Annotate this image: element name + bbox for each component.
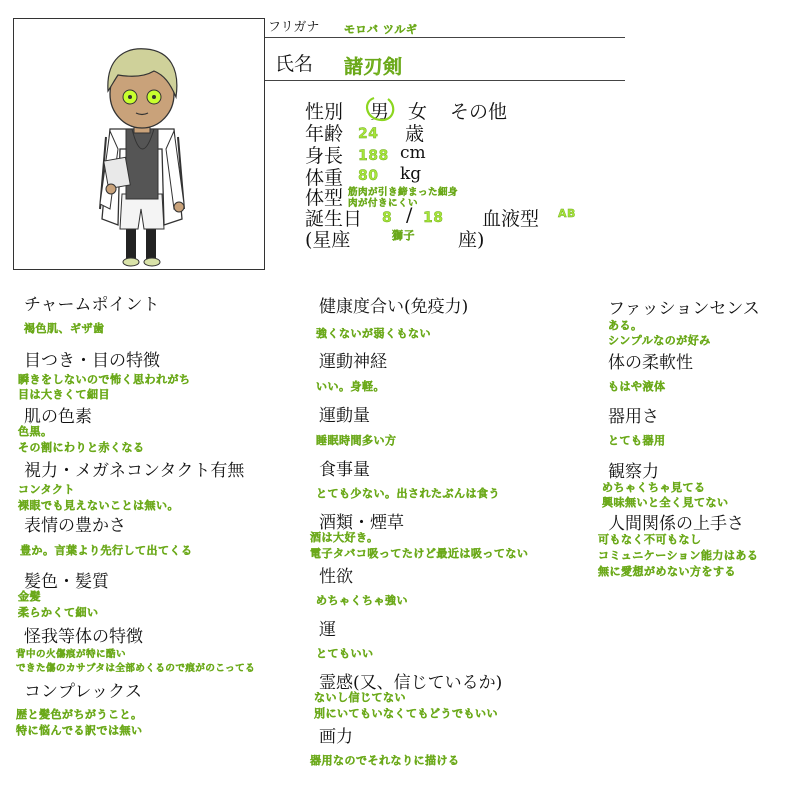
- skin-pigment-value-1: 色黒。: [18, 425, 53, 438]
- skin-pigment-label: 肌の色素: [24, 407, 92, 427]
- luck-label: 運: [319, 620, 336, 640]
- fashion-label: ファッションセンス: [608, 299, 760, 319]
- spiritual-value-2: 別にいてもいなくてもどうでもいい: [314, 707, 498, 720]
- libido-value: めちゃくちゃ強い: [316, 594, 408, 607]
- height-value: 188: [358, 148, 389, 164]
- portrait-frame: [13, 18, 265, 270]
- hair-value-1: 金髪: [18, 590, 41, 603]
- fashion-value-1: ある。: [608, 319, 643, 332]
- exercise-value: 睡眠時間多い方: [316, 434, 397, 447]
- expression-value: 豊か。言葉より先行して出てくる: [20, 544, 193, 557]
- charm-point-value: 褐色肌、ギザ歯: [24, 322, 105, 335]
- spiritual-value-1: ないし信じてない: [314, 691, 406, 704]
- fashion-value-2: シンプルなのが好み: [608, 334, 711, 347]
- name-value: 諸刃剣: [344, 56, 403, 78]
- zodiac-close: 座): [458, 229, 485, 251]
- name-rule: [265, 80, 625, 81]
- gender-option-other: その他: [450, 101, 508, 123]
- relationships-value-2: コミュニケーション能力はある: [598, 549, 759, 562]
- complex-label: コンプレックス: [24, 682, 142, 702]
- alcohol-tobacco-value-1: 酒は大好き。: [310, 531, 379, 544]
- hair-value-2: 柔らかくて細い: [18, 606, 99, 619]
- observation-label: 観察力: [608, 462, 659, 482]
- hair-label: 髪色・髪質: [24, 572, 109, 592]
- dexterity-label: 器用さ: [608, 407, 659, 427]
- health-value: 強くないが弱くもない: [316, 327, 431, 340]
- eye-features-label: 目つき・目の特徴: [24, 351, 160, 371]
- alcohol-tobacco-value-2: 電子タバコ吸ってたけど最近は吸ってない: [310, 547, 529, 560]
- body-type-value-1: 筋肉が引き締まった細身: [348, 187, 459, 198]
- character-portrait: [14, 19, 264, 269]
- body-marks-value-1: 背中の火傷痕が特に酷い: [16, 649, 127, 660]
- gender-option-male: 男: [370, 101, 390, 123]
- body-marks-value-2: できた傷のカサブタは全部めくるので痕がのこってる: [16, 663, 256, 674]
- relationships-value-3: 無に愛想がめない方をする: [598, 565, 736, 578]
- age-value: 24: [358, 126, 379, 142]
- relationships-value-1: 可もなく不可もなし: [598, 533, 702, 546]
- weight-value: 80: [358, 168, 379, 184]
- health-label: 健康度合い(免疫力): [319, 297, 469, 317]
- birthday-label: 誕生日: [305, 208, 363, 230]
- exercise-label: 運動量: [319, 406, 370, 426]
- gender-label: 性別: [305, 101, 344, 123]
- age-label: 年齢: [305, 123, 344, 145]
- complex-value-2: 特に悩んでる訳では無い: [16, 724, 143, 737]
- weight-unit: kg: [400, 164, 422, 184]
- blood-type-label: 血液型: [482, 208, 540, 230]
- zodiac-value: 獅子: [392, 229, 415, 242]
- zodiac-open: (星座: [305, 229, 351, 251]
- furigana-value: モロバ ツルギ: [344, 23, 418, 36]
- height-unit: cm: [400, 143, 426, 163]
- blood-type-value: AB: [558, 207, 576, 220]
- drawing-label: 画力: [319, 727, 353, 747]
- body-marks-label: 怪我等体の特徴: [24, 627, 143, 647]
- expression-label: 表情の豊かさ: [24, 516, 126, 536]
- furigana-label: フリガナ: [268, 20, 320, 35]
- eyesight-value-1: コンタクト: [18, 483, 76, 496]
- diet-value: とても少ない。出されたぶんは食う: [316, 487, 500, 500]
- alcohol-tobacco-label: 酒類・煙草: [319, 513, 404, 533]
- birthday-separator: /: [406, 204, 413, 226]
- flexibility-label: 体の柔軟性: [608, 353, 693, 373]
- body-type-label: 体型: [305, 187, 344, 209]
- furigana-rule: [265, 37, 625, 38]
- libido-label: 性欲: [319, 567, 353, 587]
- complex-value-1: 歴と髪色がちがうこと。: [16, 708, 143, 721]
- spiritual-label: 霊感(又、信じているか): [319, 673, 503, 693]
- athletics-value: いい。身軽。: [316, 380, 385, 393]
- birthday-day: 18: [423, 210, 444, 226]
- height-label: 身長: [305, 145, 344, 167]
- luck-value: とてもいい: [316, 647, 374, 660]
- gender-selected-circle: [364, 94, 398, 124]
- flexibility-value: もはや液体: [608, 380, 666, 393]
- birthday-month: 8: [382, 210, 393, 226]
- observation-value-1: めちゃくちゃ見てる: [602, 481, 706, 494]
- diet-label: 食事量: [319, 460, 370, 480]
- dexterity-value: とても器用: [608, 434, 666, 447]
- drawing-value: 器用なのでそれなりに描ける: [310, 754, 460, 767]
- age-unit: 歳: [405, 123, 425, 145]
- athletics-label: 運動神経: [319, 352, 387, 372]
- observation-value-2: 興味無いと全く見てない: [602, 496, 729, 509]
- weight-label: 体重: [305, 167, 344, 189]
- eye-features-value-2: 目は大きくて細目: [18, 388, 110, 401]
- body-type-value-2: 肉が付きにくい: [348, 198, 419, 209]
- eye-features-value-1: 瞬きをしないので怖く思われがち: [18, 373, 191, 386]
- charm-point-label: チャームポイント: [24, 295, 160, 315]
- eyesight-label: 視力・メガネコンタクト有無: [24, 461, 245, 481]
- relationships-label: 人間関係の上手さ: [608, 514, 744, 534]
- skin-pigment-value-2: その割にわりと赤くなる: [18, 441, 145, 454]
- eyesight-value-2: 裸眼でも見えないことは無い。: [18, 499, 179, 512]
- gender-option-female: 女: [408, 101, 428, 123]
- name-label: 氏名: [275, 53, 314, 75]
